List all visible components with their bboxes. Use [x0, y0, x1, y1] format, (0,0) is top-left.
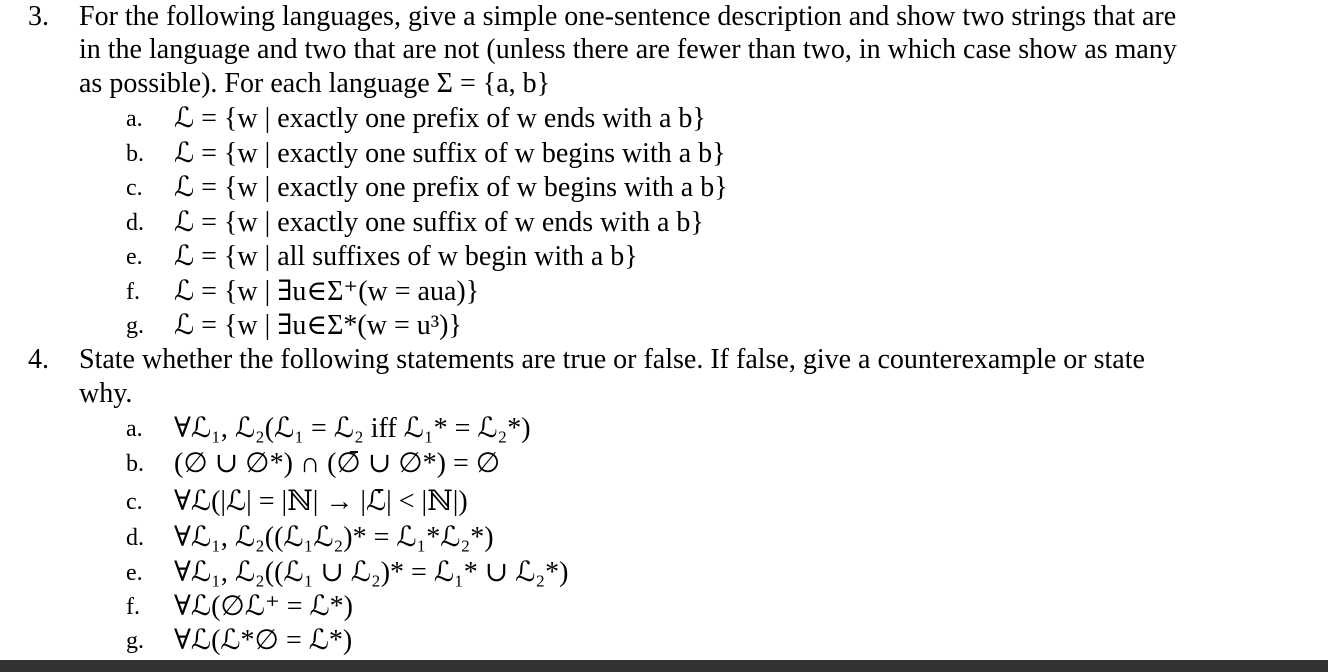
- q4-item-e-letter: e.: [126, 560, 143, 586]
- q3-item-g-letter: g.: [126, 313, 144, 339]
- q4-item-d-expr: ∀ℒ₁, ℒ₂((ℒ₁ℒ₂)* = ℒ₁*ℒ₂*): [174, 522, 494, 553]
- q3-item-e-letter: e.: [126, 244, 143, 270]
- question-3-number: 3.: [28, 1, 49, 32]
- q4-item-g-expr: ∀ℒ(ℒ*∅ = ℒ*): [174, 625, 353, 656]
- q4-item-a-letter: a.: [126, 416, 143, 442]
- q3-item-b-expr: ℒ = {w | exactly one suffix of w begins with a b}: [174, 138, 726, 169]
- q3-item-e-expr: ℒ = {w | all suffixes of w begin with a b}: [174, 241, 638, 272]
- q4-item-f-expr: ∀ℒ(∅ℒ⁺ = ℒ*): [174, 591, 354, 622]
- question-4-line-2: why.: [79, 378, 133, 409]
- bottom-edge-bar: [0, 660, 1328, 672]
- q3-item-b-letter: b.: [126, 141, 144, 167]
- q4-item-c-letter: c.: [126, 489, 143, 515]
- q4-item-b-expr: (∅ ∪ ∅*) ∩ (∅̄ ∪ ∅*) = ∅: [174, 448, 501, 479]
- q3-item-d-letter: d.: [126, 210, 144, 236]
- q4-item-g-letter: g.: [126, 628, 144, 654]
- q3-item-a-expr: ℒ = {w | exactly one prefix of w ends with a b}: [174, 103, 706, 134]
- q3-item-d-expr: ℒ = {w | exactly one suffix of w ends with a b}: [174, 207, 704, 238]
- q3-item-f-letter: f.: [126, 279, 140, 305]
- question-3-line-2: in the language and two that are not (unless there are fewer than two, in which case show as many: [79, 34, 1177, 65]
- q3-item-f-expr: ℒ = {w | ∃u∈Σ⁺(w = aua)}: [174, 276, 480, 307]
- q4-item-c-expr: ∀ℒ(|ℒ| = |ℕ| → |ℒ̄| < |ℕ|): [174, 486, 468, 517]
- q4-item-d-letter: d.: [126, 525, 144, 551]
- q4-item-a-expr: ∀ℒ₁, ℒ₂(ℒ₁ = ℒ₂ iff ℒ₁* = ℒ₂*): [174, 413, 531, 444]
- q3-item-c-letter: c.: [126, 175, 143, 201]
- q3-item-a-letter: a.: [126, 106, 143, 132]
- q4-item-e-expr: ∀ℒ₁, ℒ₂((ℒ₁ ∪ ℒ₂)* = ℒ₁* ∪ ℒ₂*): [174, 557, 569, 588]
- q3-item-g-expr: ℒ = {w | ∃u∈Σ*(w = u³)}: [174, 310, 462, 341]
- question-4-line-1: State whether the following statements are true or false. If false, give a counterexample or state: [79, 344, 1145, 375]
- question-4-number: 4.: [28, 344, 49, 375]
- question-3-line-1: For the following languages, give a simple one-sentence description and show two strings that are: [79, 1, 1177, 32]
- q4-item-f-letter: f.: [126, 594, 140, 620]
- question-3-line-3: as possible). For each language Σ = {a, b}: [79, 68, 551, 99]
- q3-item-c-expr: ℒ = {w | exactly one prefix of w begins with a b}: [174, 172, 728, 203]
- q4-item-b-letter: b.: [126, 451, 144, 477]
